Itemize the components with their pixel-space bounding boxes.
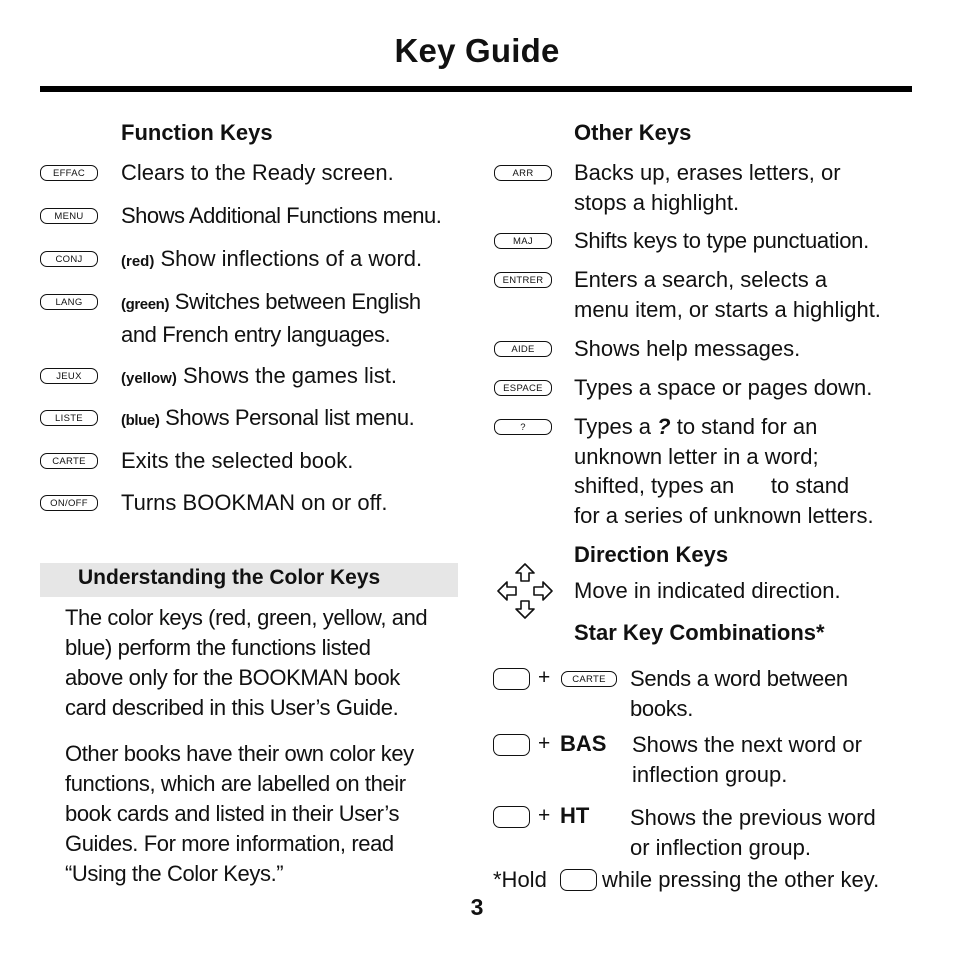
- function-keys-heading: Function Keys: [121, 120, 273, 145]
- page-title: Key Guide: [394, 32, 560, 69]
- aide-description: Shows help messages.: [574, 336, 801, 361]
- bas-key-label: BAS: [560, 731, 607, 756]
- star-bas-description: Shows the next word or inflection group.: [632, 732, 862, 787]
- star-note-prefix: *Hold: [493, 867, 547, 892]
- effac-description: Clears to the Ready screen.: [121, 160, 394, 185]
- espace-description: Types a space or pages down.: [574, 375, 873, 400]
- liste-key-icon: LISTE: [40, 410, 98, 426]
- color-keys-paragraph-1: The color keys (red, green, yellow, and blue) perform the functions listed above only for the BOOKMAN book card described in this User’s Guide.: [65, 605, 428, 720]
- plus-sign: +: [538, 804, 551, 827]
- onoff-description: Turns BOOKMAN on or off.: [121, 490, 388, 515]
- color-keys-paragraph-2: Other books have their own color key functions, which are labelled on their book cards and listed in their User’s Guides. For more information, read “Using the Color Keys.”: [65, 741, 414, 886]
- plus-sign: +: [538, 666, 551, 689]
- direction-description: Move in indicated direction.: [574, 578, 841, 603]
- title-rule: [40, 86, 912, 92]
- carte-key-icon-star: CARTE: [561, 671, 617, 687]
- star-ht-description: Shows the previous word or inflection group.: [630, 805, 876, 860]
- other-keys-heading: Other Keys: [574, 120, 692, 145]
- entrer-key-icon: ENTRER: [494, 272, 552, 288]
- jeux-key-icon: JEUX: [40, 368, 98, 384]
- direction-arrows-icon: [497, 562, 553, 620]
- green-tag: (green): [121, 296, 170, 313]
- maj-key-icon: MAJ: [494, 233, 552, 249]
- carte-key-icon: CARTE: [40, 453, 98, 469]
- star-note-suffix: while pressing the other key.: [602, 867, 880, 892]
- star-keys-heading: Star Key Combinations*: [574, 620, 825, 645]
- star-key-icon: [493, 734, 530, 756]
- question-glyph: ?: [657, 414, 671, 439]
- arr-key-icon: ARR: [494, 165, 552, 181]
- red-tag: (red): [121, 253, 155, 270]
- star-carte-description: Sends a word between books.: [630, 666, 848, 721]
- star-key-icon: [493, 668, 530, 690]
- effac-key-icon: EFFAC: [40, 165, 98, 181]
- aide-key-icon: AIDE: [494, 341, 552, 357]
- liste-description: (blue) Shows Personal list menu.: [121, 405, 415, 430]
- direction-keys-heading: Direction Keys: [574, 542, 729, 567]
- menu-key-icon: MENU: [40, 208, 98, 224]
- yellow-tag: (yellow): [121, 370, 177, 387]
- star-key-icon: [493, 806, 530, 828]
- espace-key-icon: ESPACE: [494, 380, 552, 396]
- onoff-key-icon: ON/OFF: [40, 495, 98, 511]
- page-number: 3: [470, 894, 484, 920]
- lang-key-icon: LANG: [40, 294, 98, 310]
- jeux-description: (yellow) Shows the games list.: [121, 363, 397, 388]
- entrer-description: Enters a search, selects a menu item, or starts a highlight.: [574, 267, 881, 322]
- conj-key-icon: CONJ: [40, 251, 98, 267]
- lang-description: (green) Switches between English and French entry languages.: [121, 289, 421, 347]
- question-key-icon: ?: [494, 419, 552, 435]
- menu-description: Shows Additional Functions menu.: [121, 203, 442, 228]
- star-key-icon: [560, 869, 597, 891]
- conj-description: (red) Show inflections of a word.: [121, 246, 423, 271]
- maj-description: Shifts keys to type punctuation.: [574, 228, 869, 253]
- ht-key-label: HT: [560, 803, 590, 828]
- blue-tag: (blue): [121, 412, 160, 429]
- carte-description: Exits the selected book.: [121, 448, 354, 473]
- question-description: Types a ? to stand for an unknown letter in a word; shifted, types an to stand for a series of unknown letters.: [574, 414, 874, 528]
- plus-sign: +: [538, 732, 551, 755]
- arr-description: Backs up, erases letters, or stops a highlight.: [574, 160, 841, 215]
- color-keys-heading: Understanding the Color Keys: [78, 566, 381, 589]
